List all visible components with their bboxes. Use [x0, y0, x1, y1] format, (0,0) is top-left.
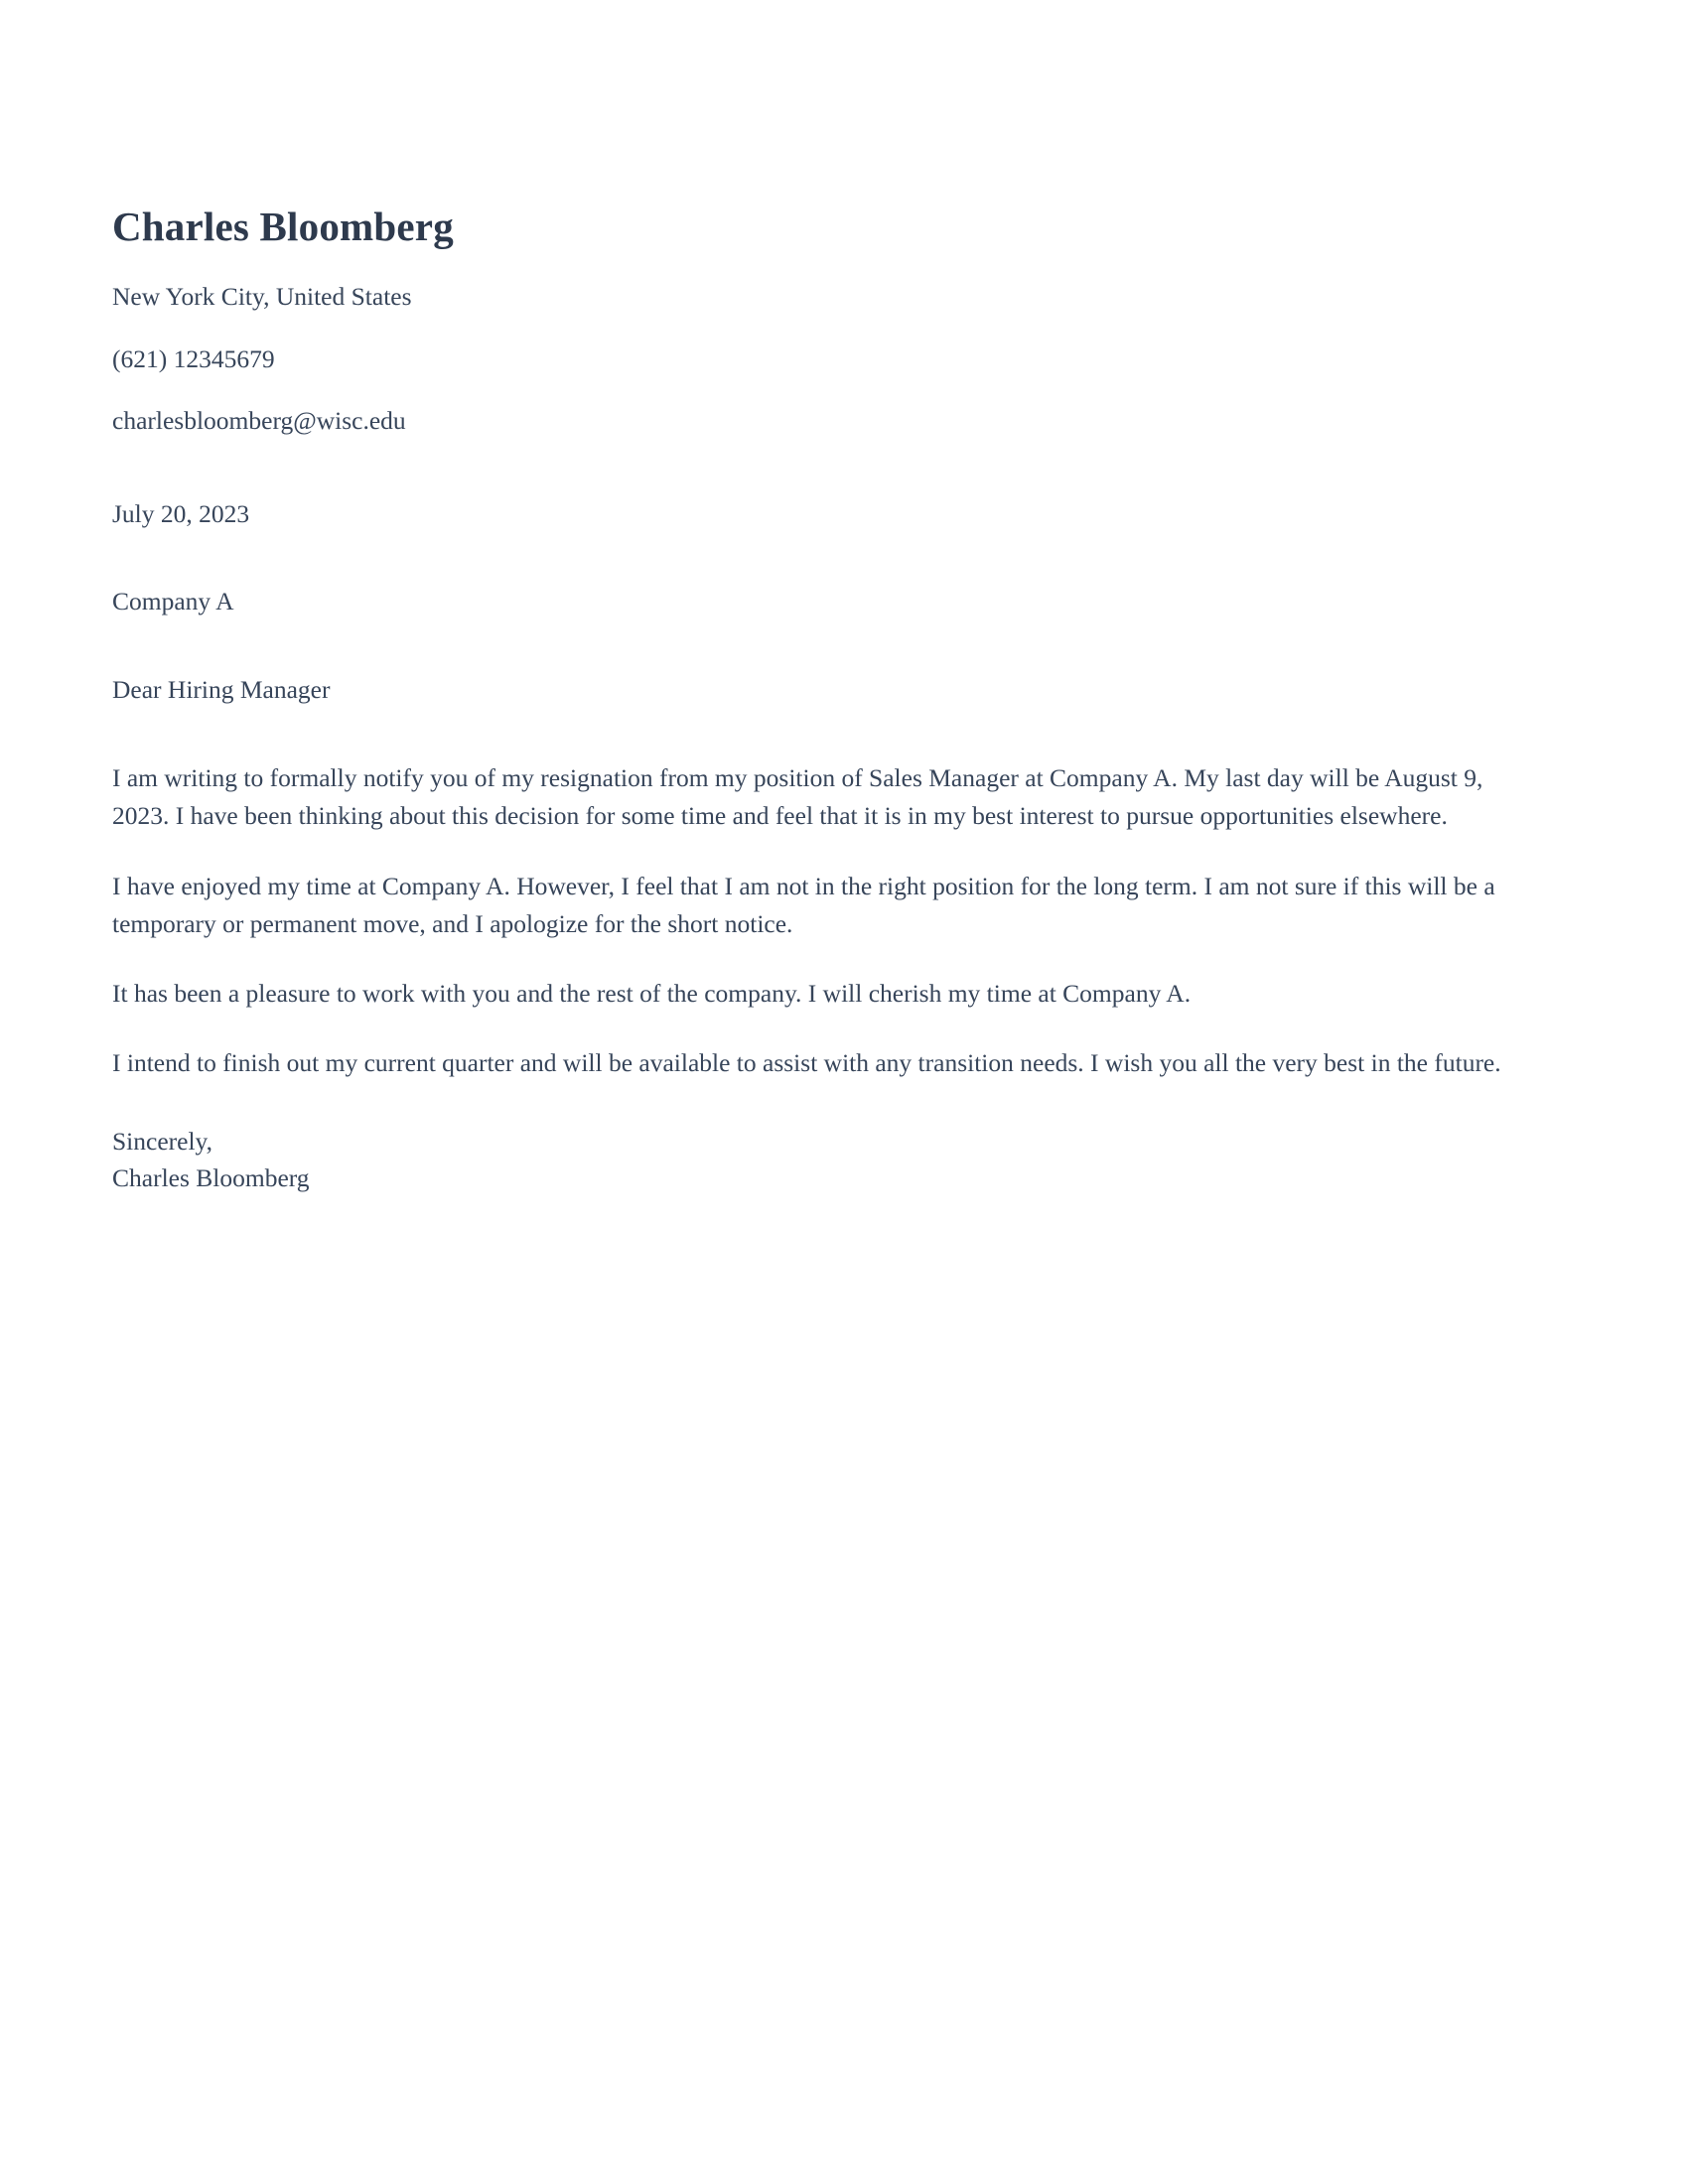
contact-address: New York City, United States	[112, 282, 412, 312]
body-paragraph-3: It has been a pleasure to work with you and the rest of the company. I will cherish my time at Company A.	[112, 979, 1192, 1009]
closing-block	[112, 1123, 1534, 1197]
contact-email: charlesbloomberg@wisc.edu	[112, 406, 406, 436]
body-paragraph-1: I am writing to formally notify you of my resignation from my position of Sales Manager at Company A. My last day will be August 9, 2023. I have been thinking about this decision for some time and feel that it is in my best interest to pursue opportunities elsewhere.	[112, 763, 1483, 831]
body-paragraph-2: I have enjoyed my time at Company A. However, I feel that I am not in the right position for the long term. I am not sure if this will be a temporary or permanent move, and I apologize for the short notice.	[112, 871, 1495, 938]
letter-content	[112, 204, 1534, 1197]
contact-phone: (621) 12345679	[112, 343, 275, 373]
salutation: Dear Hiring Manager	[112, 674, 331, 704]
page-title: Charles Bloomberg	[112, 204, 454, 249]
valediction: Sincerely,	[112, 1126, 213, 1156]
letter-date: July 20, 2023	[112, 498, 250, 528]
signature-name: Charles Bloomberg	[112, 1163, 310, 1193]
contact-block	[112, 284, 1534, 434]
recipient-company: Company A	[112, 587, 234, 616]
body-paragraph-4: I intend to finish out my current quarter and will be available to assist with any transition needs. I wish you all the very best in the future.	[112, 1048, 1501, 1078]
spacer	[112, 471, 1534, 501]
